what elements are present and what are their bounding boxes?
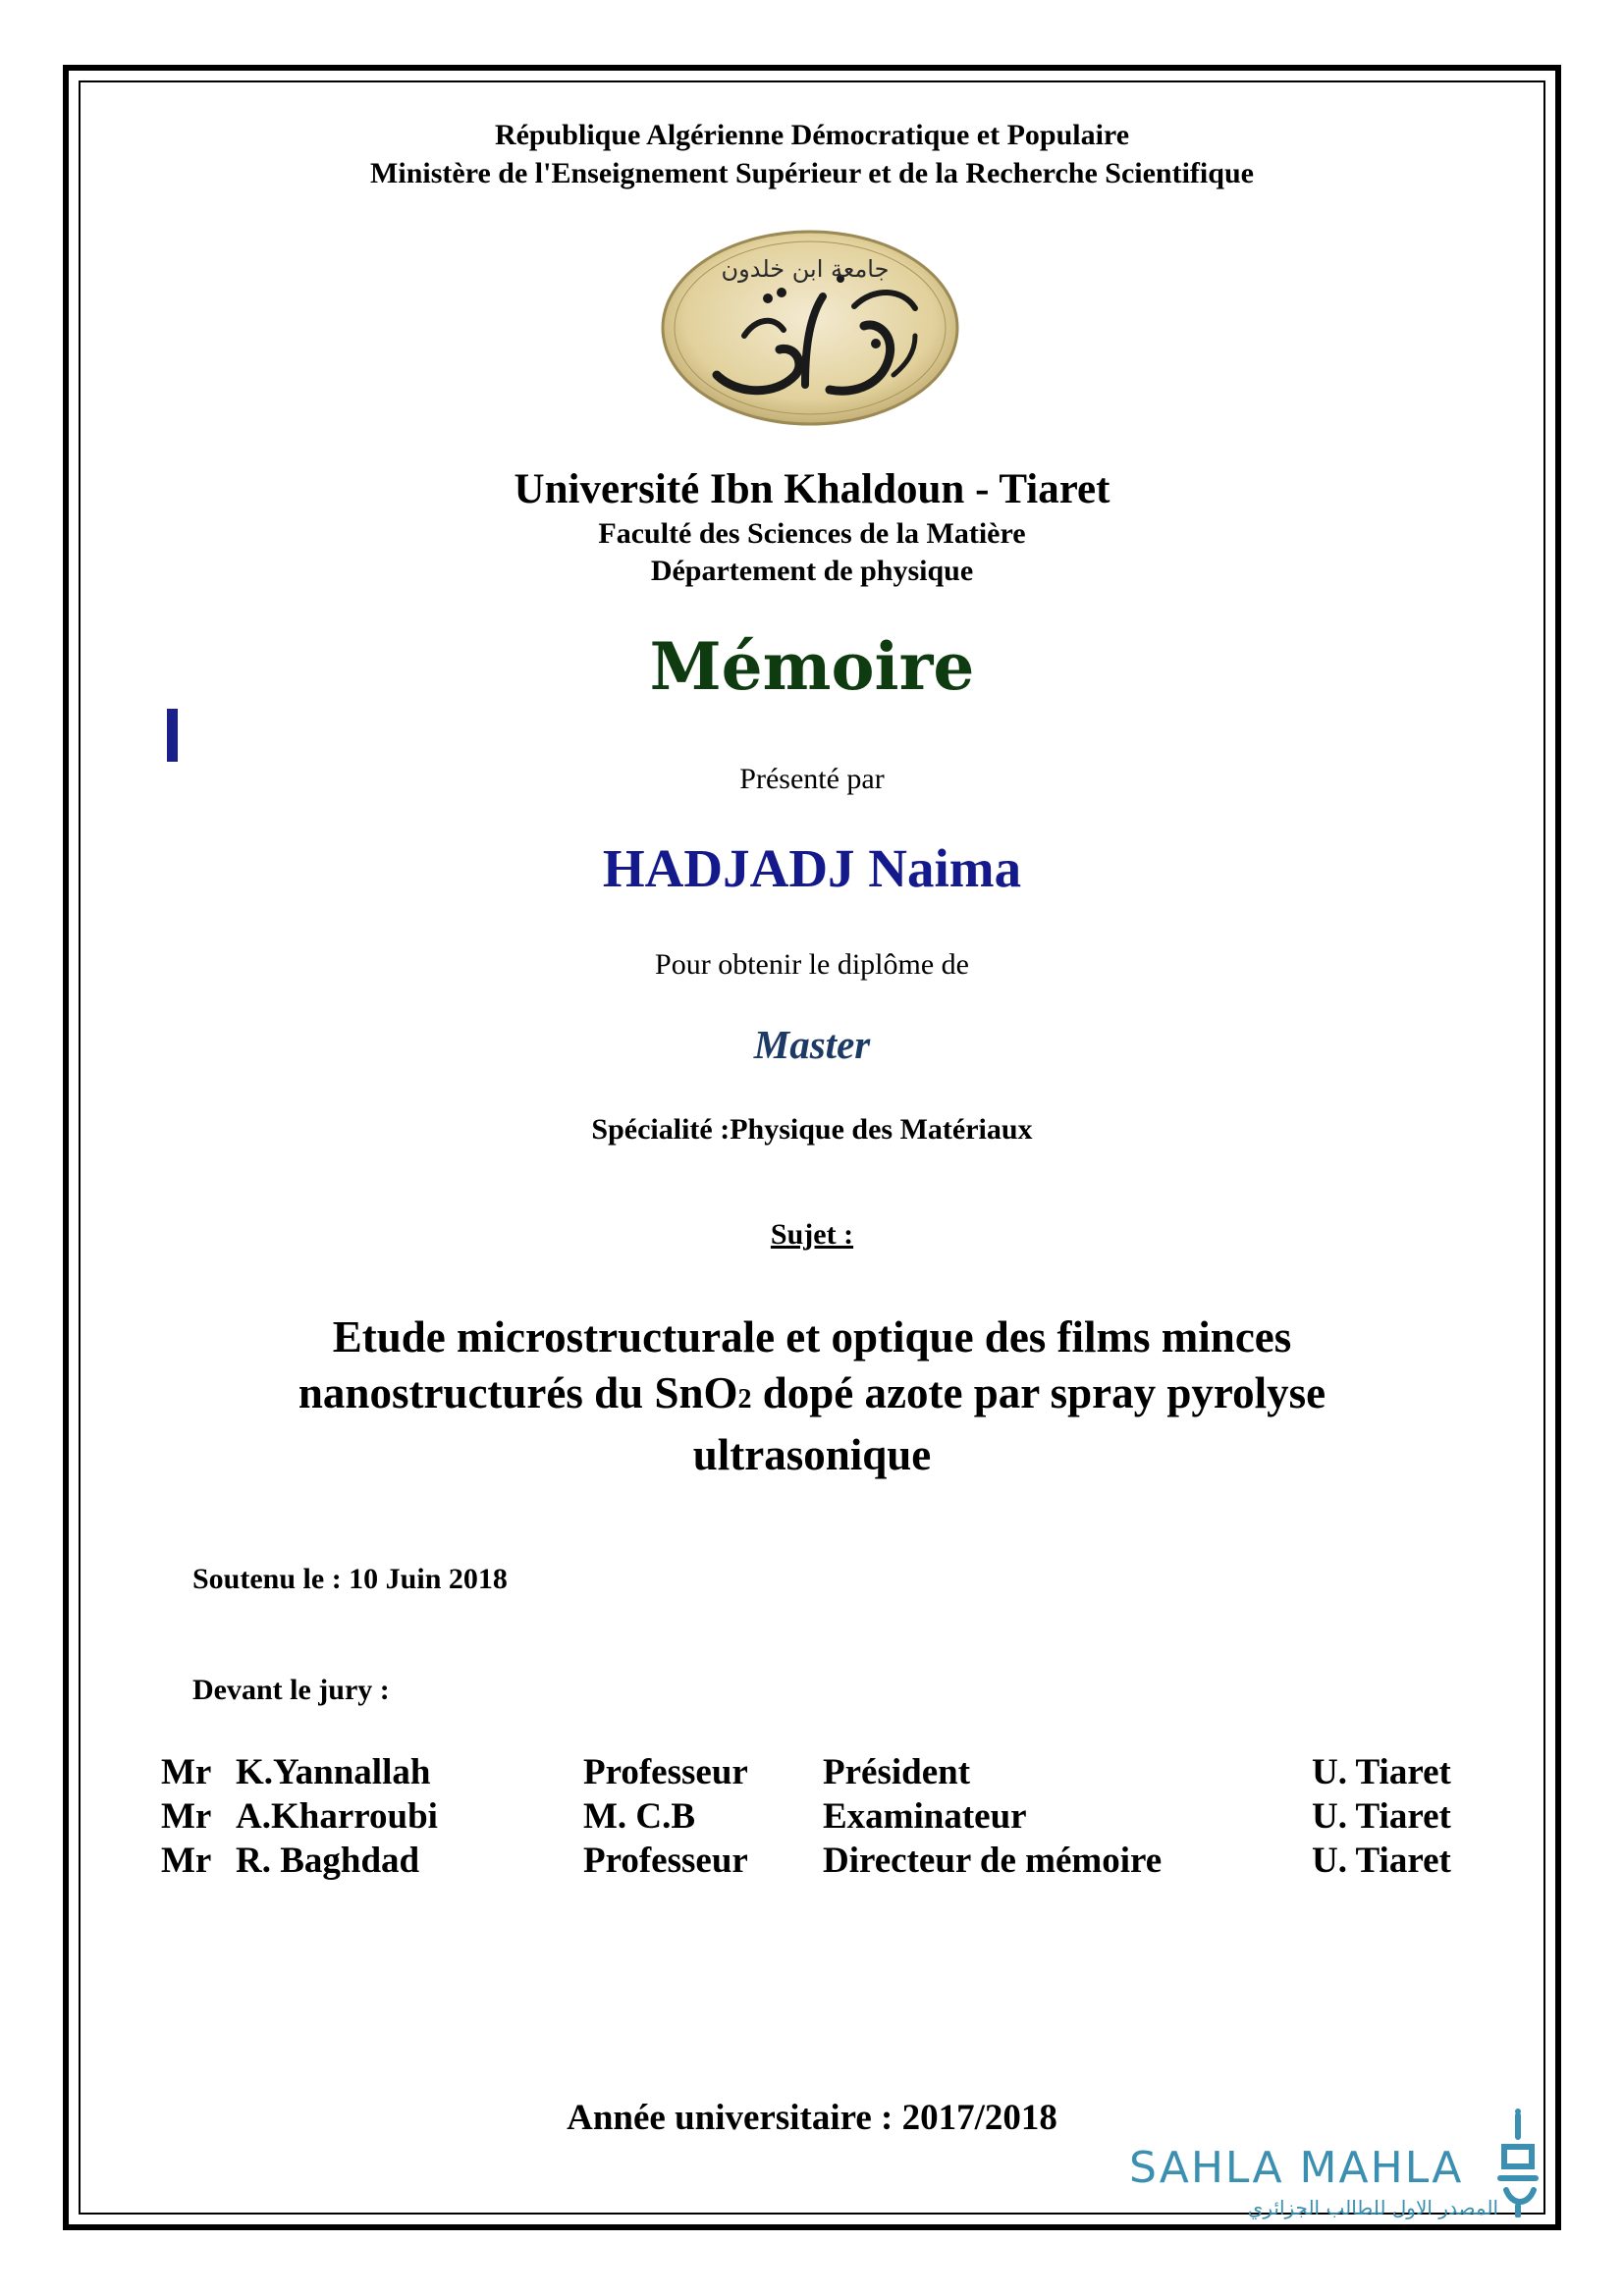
thesis-title-line-2: nanostructurés du SnO2 dopé azote par spray pyrolyse bbox=[298, 1368, 1326, 1417]
jury-title: Mr bbox=[161, 1752, 212, 1792]
jury-label: Devant le jury : bbox=[192, 1674, 390, 1706]
text-cursor-mark bbox=[167, 709, 178, 762]
subscript-2: 2 bbox=[737, 1384, 752, 1415]
jury-name: A.Kharroubi bbox=[236, 1796, 438, 1837]
document-type: Mémoire bbox=[649, 628, 975, 705]
defense-date: Soutenu le : 10 Juin 2018 bbox=[192, 1563, 508, 1595]
university-logo-icon bbox=[658, 228, 962, 429]
jury-institution: U. Tiaret bbox=[1312, 1796, 1451, 1837]
subject-label: Sujet : bbox=[770, 1218, 854, 1251]
university-name: Université Ibn Khaldoun - Tiaret bbox=[514, 466, 1110, 512]
header-ministry: Ministère de l'Enseignement Supérieur et de la Recherche Scientifique bbox=[370, 157, 1254, 189]
jury-grade: Professeur bbox=[583, 1841, 748, 1881]
jury-grade: Professeur bbox=[583, 1752, 748, 1792]
thesis-title bbox=[0, 1309, 1624, 1483]
jury-role: Examinateur bbox=[823, 1796, 1027, 1837]
watermark-subtitle: المصدر الاول للطالب الجزائري bbox=[1247, 2196, 1498, 2219]
jury-grade: M. C.B bbox=[583, 1796, 696, 1837]
jury-institution: U. Tiaret bbox=[1312, 1841, 1451, 1881]
header-republic: République Algérienne Démocratique et Populaire bbox=[494, 119, 1130, 151]
thesis-title-line-3: ultrasonique bbox=[692, 1430, 932, 1479]
jury-title: Mr bbox=[161, 1841, 212, 1881]
jury-institution: U. Tiaret bbox=[1312, 1752, 1451, 1792]
thesis-title-line-1: Etude microstructurale et optique des films minces bbox=[332, 1312, 1292, 1362]
jury-row bbox=[0, 1795, 1624, 1839]
jury-row bbox=[0, 1840, 1624, 1883]
sahla-mahla-logo-icon bbox=[1492, 2108, 1543, 2217]
faculty-name: Faculté des Sciences de la Matière bbox=[598, 517, 1026, 550]
author-name: HADJADJ Naima bbox=[602, 838, 1022, 898]
logo-caption: جامعة ابن خلدون bbox=[721, 255, 890, 283]
specialty: Spécialité :Physique des Matériaux bbox=[591, 1113, 1033, 1146]
watermark-name: SAHLA MAHLA bbox=[1129, 2143, 1464, 2193]
academic-year: Année universitaire : 2017/2018 bbox=[567, 2098, 1057, 2138]
jury-name: K.Yannallah bbox=[236, 1752, 431, 1792]
presented-by-label: Présenté par bbox=[739, 763, 885, 795]
degree-name: Master bbox=[753, 1022, 871, 1067]
department-name: Département de physique bbox=[650, 555, 974, 587]
jury-role: Directeur de mémoire bbox=[823, 1841, 1163, 1881]
degree-intro-label: Pour obtenir le diplôme de bbox=[655, 948, 969, 981]
jury-title: Mr bbox=[161, 1796, 212, 1837]
jury-role: Président bbox=[823, 1752, 971, 1792]
jury-row bbox=[0, 1751, 1624, 1794]
jury-name: R. Baghdad bbox=[236, 1841, 420, 1881]
